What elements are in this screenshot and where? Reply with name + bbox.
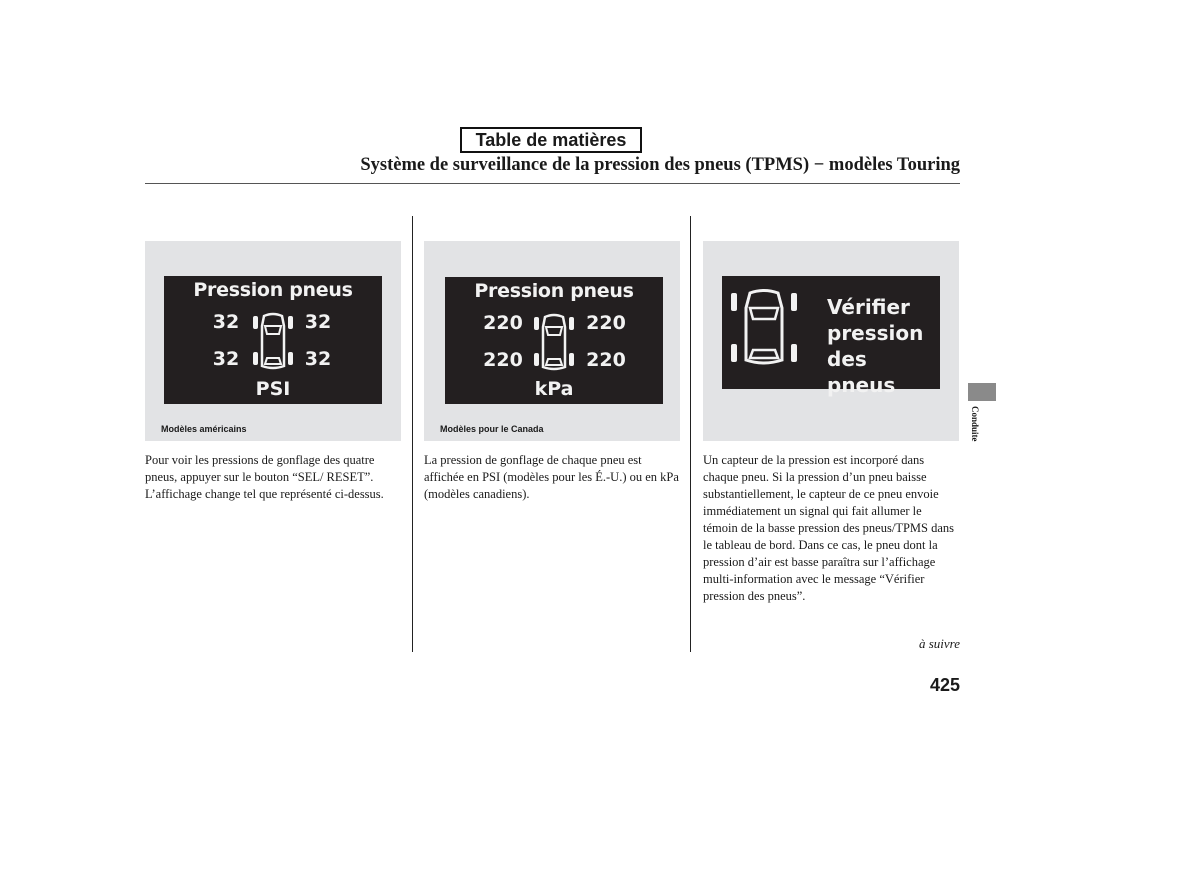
table-of-contents-button[interactable]: Table de matières	[460, 127, 642, 153]
warning-line: Vérifier	[827, 295, 910, 319]
pressure-unit: kPa	[534, 378, 574, 400]
column-3-text: Un capteur de la pression est incorporé dans chaque pneu. Si la pression d’un pneu baisse substantiellement, le capteur de ce pneu envoie immédiatement un signal qui fait allumer le témoin de la basse pression des pneus/TPMS dans le tableau de bord. Dans ce cas, le pneu dont la pression d’air est basse paraîtra sur l’affichage multi-information avec le message “Vérifier pression des pneus”.	[703, 453, 955, 603]
chapter-tab[interactable]	[968, 383, 996, 401]
warning-message	[827, 294, 940, 398]
header-rule	[145, 183, 960, 184]
figure-caption: Modèles pour le Canada	[440, 424, 544, 434]
page-number: 425	[929, 675, 960, 695]
tire-front-left-value: 220	[483, 312, 523, 334]
tire-front-right-value: 32	[304, 311, 332, 333]
tire-rear-right-value: 220	[586, 349, 626, 371]
tire-front-left-value: 32	[212, 311, 240, 333]
car-top-view-icon	[730, 288, 798, 368]
car-top-view-icon	[533, 313, 575, 373]
figure-caption: Modèles américains	[161, 424, 247, 434]
tire-front-right-value: 220	[586, 312, 626, 334]
lcd-screen	[164, 276, 382, 404]
column-1-text: Pour voir les pressions de gonflage des quatre pneus, appuyer sur le bouton “SEL/ RESET”. L’affichage change tel que représenté ci-dessus.	[145, 453, 384, 501]
lcd-screen	[445, 277, 663, 404]
warning-line: des pneus	[827, 347, 896, 397]
lcd-title: Pression pneus	[474, 280, 634, 302]
column-divider	[690, 216, 691, 652]
warning-line: pression	[827, 321, 924, 345]
section-title: Système de surveillance de la pression des pneus (TPMS) − modèles Touring	[360, 155, 960, 175]
lcd-screen	[722, 276, 940, 397]
figure-canada-display	[424, 241, 680, 441]
pressure-unit: PSI	[255, 378, 291, 400]
lcd-title: Pression pneus	[193, 279, 353, 301]
column-divider	[412, 216, 413, 652]
tire-rear-left-value: 32	[212, 348, 240, 370]
tire-rear-left-value: 220	[483, 349, 523, 371]
figure-us-display	[145, 241, 401, 441]
chapter-tab-label: Conduite	[970, 406, 980, 442]
continued-note: à suivre	[918, 636, 960, 651]
tire-rear-right-value: 32	[304, 348, 332, 370]
column-2-text: La pression de gonflage de chaque pneu est affichée en PSI (modèles pour les É.-U.) ou en kPa (modèles canadiens).	[424, 453, 679, 501]
car-top-view-icon	[252, 312, 294, 372]
figure-warning-display	[703, 241, 959, 441]
